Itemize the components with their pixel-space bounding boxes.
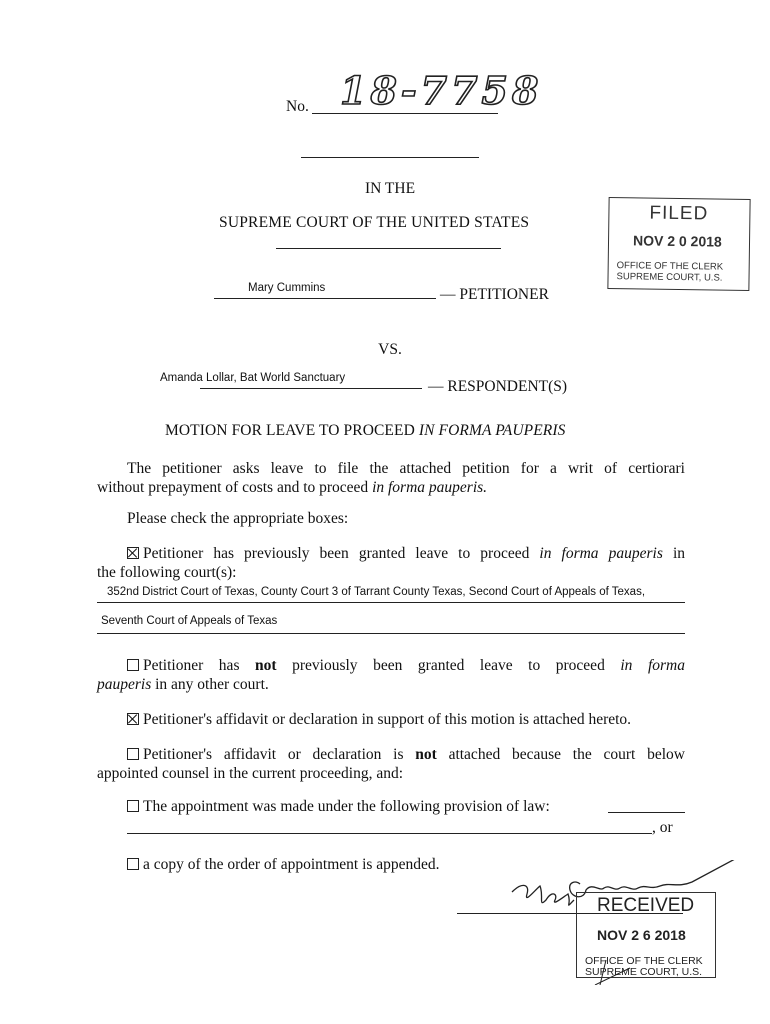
option-1-text-a: Petitioner has previously been granted leave to proceed (143, 545, 540, 562)
intro-line-2 (97, 478, 685, 497)
intro-line-1: The petitioner asks leave to file the attached petition for a writ of certiorari (127, 460, 685, 477)
header-divider (301, 157, 479, 158)
in-the-heading: IN THE (364, 180, 416, 197)
checkbox-appointment-provision[interactable] (127, 800, 139, 812)
respondent-role: — RESPONDENT(S) (428, 378, 568, 395)
filed-stamp (607, 197, 750, 291)
option-4-bold: not (415, 746, 437, 763)
option-4-text-b: attached because the court below (436, 746, 685, 763)
filed-stamp-court: SUPREME COURT, U.S. (616, 271, 723, 284)
option-4-text-a: Petitioner's affidavit or declaration is (143, 746, 416, 763)
intro-line-2-italic: in forma pauperis. (372, 479, 488, 496)
filed-stamp-office: OFFICE OF THE CLERK (616, 260, 724, 273)
received-stamp (576, 892, 716, 978)
motion-title-regular: MOTION FOR LEAVE TO PROCEED (165, 422, 419, 439)
courts-list-line-2: Seventh Court of Appeals of Texas (101, 615, 278, 627)
provision-blank-1 (608, 812, 685, 813)
option-not-previously-granted (97, 656, 685, 694)
filed-stamp-date: NOV 2 0 2018 (632, 232, 722, 250)
courts-underline-2 (97, 633, 685, 634)
petitioner-underline (214, 298, 436, 299)
option-order-appended (127, 855, 527, 874)
case-no-label: No. (286, 98, 309, 115)
option-4-line-2: appointed counsel in the current proceeding, and: (97, 765, 404, 782)
option-previously-granted (97, 544, 685, 582)
checkbox-previously-granted[interactable] (127, 547, 139, 559)
option-2-text-c: in any other court. (151, 676, 269, 693)
option-2-italic-b: pauperis (97, 676, 152, 693)
received-stamp-office: OFFICE OF THE CLERK (585, 955, 703, 967)
courts-list-line-1: 352nd District Court of Texas, County Court 3 of Tarrant County Texas, Second Court of Appeals of Texas, (107, 586, 646, 598)
provision-blank-2 (127, 833, 652, 834)
option-2-text-b: previously been granted leave to proceed (276, 657, 621, 674)
motion-title (165, 422, 565, 440)
option-6-text: a copy of the order of appointment is appended. (143, 856, 440, 873)
filed-stamp-title: FILED (649, 202, 709, 225)
option-1-text-b: in (662, 545, 685, 562)
option-3-text: Petitioner's affidavit or declaration in support of this motion is attached hereto. (143, 711, 632, 728)
received-stamp-court: SUPREME COURT, U.S. (585, 966, 703, 978)
checkbox-order-appended[interactable] (127, 858, 139, 870)
versus-label: VS. (378, 341, 402, 358)
case-no-underline (312, 113, 498, 114)
option-2-italic-a: in forma (620, 657, 685, 674)
option-affidavit-not-attached (97, 745, 685, 783)
checkbox-affidavit-attached[interactable] (127, 713, 139, 725)
checkbox-not-previously-granted[interactable] (127, 659, 139, 671)
option-5-text: The appointment was made under the following provision of law: (143, 798, 550, 815)
option-2-line-1 (97, 656, 685, 675)
received-stamp-title: RECEIVED (597, 895, 695, 916)
option-4-line-1 (97, 745, 685, 764)
intro-line-2-text: without prepayment of costs and to proceed (97, 479, 373, 496)
court-divider (276, 248, 501, 249)
option-appointment-provision (127, 797, 597, 816)
respondent-name: Amanda Lollar, Bat World Sanctuary (160, 372, 346, 384)
received-stamp-date: NOV 2 6 2018 (597, 927, 686, 943)
option-affidavit-attached (127, 710, 687, 729)
option-2-text-a: Petitioner has (143, 657, 256, 674)
motion-title-italic: IN FORMA PAUPERIS (418, 422, 566, 439)
petitioner-name: Mary Cummins (248, 282, 326, 294)
checkbox-affidavit-not-attached[interactable] (127, 748, 139, 760)
respondent-underline (200, 388, 422, 389)
courts-underline-1 (97, 602, 685, 603)
option-2-line-2 (97, 675, 685, 694)
option-1-italic: in forma pauperis (539, 545, 663, 562)
option-1-line-1 (97, 544, 685, 563)
option-2-bold: not (255, 657, 277, 674)
check-instruction: Please check the appropriate boxes: (127, 510, 349, 527)
court-name-heading: SUPREME COURT OF THE UNITED STATES (219, 214, 530, 231)
option-1-line-2: the following court(s): (97, 564, 237, 581)
petitioner-role: — PETITIONER (440, 286, 549, 303)
intro-paragraph (97, 459, 685, 497)
case-number-handwritten: 18-7758 (340, 68, 543, 113)
provision-or: , or (652, 819, 673, 836)
